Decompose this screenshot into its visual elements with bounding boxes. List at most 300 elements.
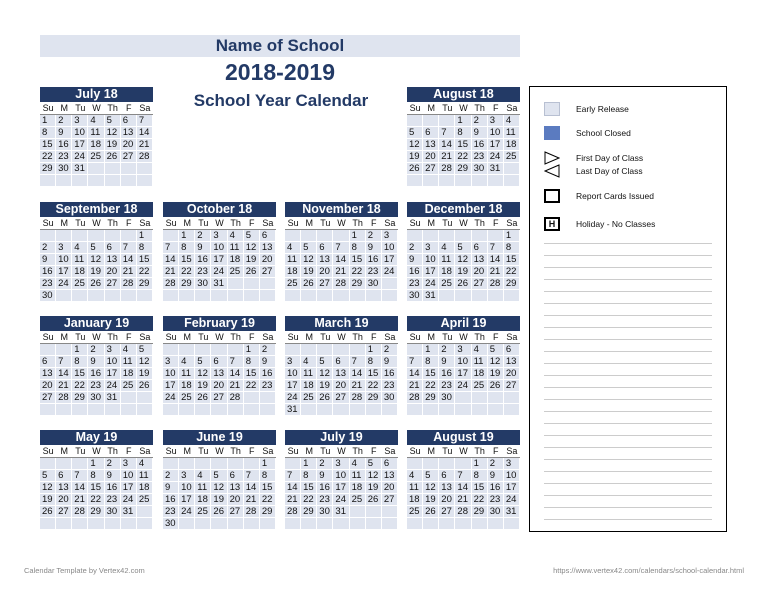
- day-cell: [423, 518, 439, 530]
- month-title: February 19: [163, 316, 276, 331]
- day-of-week-label: W: [333, 331, 349, 344]
- day-cell: 18: [88, 139, 104, 151]
- day-cell: 18: [472, 368, 488, 380]
- day-cell: 6: [105, 242, 121, 254]
- day-cell: [88, 163, 104, 175]
- day-cell: 29: [504, 278, 520, 290]
- day-cell: 22: [301, 494, 317, 506]
- day-of-week-label: F: [121, 445, 137, 458]
- day-of-week-label: F: [366, 445, 382, 458]
- day-cell: 20: [439, 494, 455, 506]
- day-cell: 17: [56, 266, 72, 278]
- day-cell: 27: [333, 392, 349, 404]
- day-cell: 18: [195, 494, 211, 506]
- day-cell: 4: [88, 115, 104, 127]
- day-cell: 5: [301, 242, 317, 254]
- day-cell: 27: [56, 506, 72, 518]
- day-cell: 26: [366, 494, 382, 506]
- month-title: July 18: [40, 87, 153, 102]
- day-of-week-label: F: [244, 331, 260, 344]
- day-of-week-label: Tu: [72, 331, 88, 344]
- note-line: [544, 459, 712, 460]
- day-cell: 17: [163, 380, 179, 392]
- day-cell: [455, 458, 471, 470]
- day-cell: 16: [439, 368, 455, 380]
- day-of-week-label: Tu: [439, 217, 455, 230]
- day-cell: 23: [439, 380, 455, 392]
- day-cell: 10: [56, 254, 72, 266]
- day-cell: [350, 506, 366, 518]
- day-of-week-label: Sa: [137, 217, 153, 230]
- day-cell: 4: [301, 356, 317, 368]
- month-calendar: [163, 430, 276, 530]
- day-of-week-label: Tu: [317, 331, 333, 344]
- day-cell: 13: [40, 368, 56, 380]
- day-cell: 25: [350, 494, 366, 506]
- day-of-week-label: Th: [105, 331, 121, 344]
- note-line: [544, 351, 712, 352]
- day-cell: 17: [423, 266, 439, 278]
- day-cell: 20: [333, 380, 349, 392]
- legend-report-cards: [544, 189, 654, 203]
- day-of-week-label: M: [56, 331, 72, 344]
- day-cell: 15: [504, 254, 520, 266]
- day-cell: 12: [407, 139, 423, 151]
- day-cell: 30: [88, 392, 104, 404]
- day-cell: 6: [211, 356, 227, 368]
- note-line: [544, 411, 712, 412]
- day-of-week-label: Su: [40, 217, 56, 230]
- day-cell: 12: [105, 127, 121, 139]
- note-line: [544, 327, 712, 328]
- day-of-week-label: Th: [350, 331, 366, 344]
- day-cell: 17: [211, 254, 227, 266]
- day-cell: 11: [88, 127, 104, 139]
- day-cell: 17: [121, 482, 137, 494]
- day-cell: 22: [423, 380, 439, 392]
- day-cell: 23: [317, 494, 333, 506]
- day-cell: 2: [105, 458, 121, 470]
- day-of-week-label: Sa: [137, 102, 153, 115]
- day-cell: 18: [439, 266, 455, 278]
- legend-label: Last Day of Class: [576, 166, 643, 176]
- day-cell: 20: [228, 494, 244, 506]
- day-cell: 7: [56, 356, 72, 368]
- day-cell: [407, 230, 423, 242]
- day-cell: 17: [382, 254, 398, 266]
- day-cell: 1: [72, 344, 88, 356]
- day-cell: 22: [72, 380, 88, 392]
- day-cell: 21: [488, 266, 504, 278]
- day-cell: [137, 506, 153, 518]
- day-cell: 14: [228, 368, 244, 380]
- day-cell: 8: [244, 356, 260, 368]
- day-cell: 4: [121, 344, 137, 356]
- day-cell: [228, 290, 244, 302]
- day-cell: 22: [472, 494, 488, 506]
- day-cell: 9: [366, 242, 382, 254]
- day-cell: [105, 518, 121, 530]
- day-cell: [121, 230, 137, 242]
- day-cell: 19: [40, 494, 56, 506]
- day-cell: 27: [121, 151, 137, 163]
- month-grid: [285, 217, 398, 302]
- day-cell: 21: [439, 151, 455, 163]
- day-cell: 4: [72, 242, 88, 254]
- month-title: April 19: [407, 316, 520, 331]
- day-cell: 4: [228, 230, 244, 242]
- day-cell: 22: [350, 266, 366, 278]
- day-of-week-label: Sa: [260, 445, 276, 458]
- month-title: May 19: [40, 430, 153, 445]
- month-title: July 19: [285, 430, 398, 445]
- day-cell: 14: [333, 254, 349, 266]
- day-cell: [260, 404, 276, 416]
- legend-school-closed: [544, 126, 631, 140]
- day-of-week-label: W: [88, 217, 104, 230]
- day-cell: [488, 175, 504, 187]
- day-cell: [472, 175, 488, 187]
- day-cell: 16: [163, 494, 179, 506]
- day-of-week-label: Sa: [382, 217, 398, 230]
- day-of-week-label: W: [455, 217, 471, 230]
- day-of-week-label: M: [56, 445, 72, 458]
- day-cell: 11: [439, 254, 455, 266]
- day-cell: 13: [472, 254, 488, 266]
- day-cell: 12: [211, 482, 227, 494]
- day-of-week-label: Su: [163, 217, 179, 230]
- day-of-week-label: F: [366, 331, 382, 344]
- day-cell: [382, 404, 398, 416]
- day-cell: 28: [455, 506, 471, 518]
- day-cell: 8: [137, 242, 153, 254]
- day-cell: 2: [407, 242, 423, 254]
- day-cell: 5: [137, 344, 153, 356]
- day-cell: 3: [163, 356, 179, 368]
- day-cell: 2: [439, 344, 455, 356]
- day-of-week-label: Su: [407, 331, 423, 344]
- day-cell: 10: [105, 356, 121, 368]
- day-cell: [382, 518, 398, 530]
- day-cell: 25: [285, 278, 301, 290]
- month-title: December 18: [407, 202, 520, 217]
- day-cell: 10: [179, 482, 195, 494]
- day-cell: [211, 404, 227, 416]
- legend-panel: [529, 86, 727, 532]
- day-cell: [163, 230, 179, 242]
- first-day-triangle-icon: [544, 151, 560, 165]
- day-cell: 8: [301, 470, 317, 482]
- note-line: [544, 519, 712, 520]
- day-cell: 24: [382, 266, 398, 278]
- day-cell: [88, 230, 104, 242]
- day-cell: [350, 518, 366, 530]
- day-cell: [244, 404, 260, 416]
- day-of-week-label: Sa: [260, 331, 276, 344]
- day-of-week-label: F: [366, 217, 382, 230]
- day-cell: 26: [40, 506, 56, 518]
- day-cell: [121, 175, 137, 187]
- day-cell: [333, 518, 349, 530]
- day-cell: 17: [504, 482, 520, 494]
- day-cell: 28: [137, 151, 153, 163]
- month-calendar: [40, 202, 153, 302]
- day-of-week-label: W: [333, 445, 349, 458]
- day-cell: 15: [40, 139, 56, 151]
- day-cell: [88, 175, 104, 187]
- day-cell: [382, 506, 398, 518]
- day-cell: 9: [260, 356, 276, 368]
- day-of-week-label: Sa: [504, 331, 520, 344]
- day-cell: 25: [228, 266, 244, 278]
- day-cell: 18: [350, 482, 366, 494]
- day-cell: [455, 404, 471, 416]
- day-cell: 4: [439, 242, 455, 254]
- day-cell: [317, 404, 333, 416]
- day-cell: [56, 290, 72, 302]
- day-cell: 24: [179, 506, 195, 518]
- day-cell: [301, 344, 317, 356]
- day-cell: 12: [244, 242, 260, 254]
- day-cell: [244, 290, 260, 302]
- legend-first-day: [544, 151, 643, 165]
- day-cell: [228, 458, 244, 470]
- day-cell: 10: [333, 470, 349, 482]
- day-cell: [121, 392, 137, 404]
- day-cell: 4: [350, 458, 366, 470]
- month-title: January 19: [40, 316, 153, 331]
- day-cell: 31: [333, 506, 349, 518]
- day-cell: [333, 344, 349, 356]
- day-of-week-label: Sa: [260, 217, 276, 230]
- day-cell: 27: [211, 392, 227, 404]
- day-cell: 6: [40, 356, 56, 368]
- note-line: [544, 363, 712, 364]
- day-cell: [179, 518, 195, 530]
- day-cell: 29: [472, 506, 488, 518]
- day-cell: 11: [195, 482, 211, 494]
- day-cell: 21: [56, 380, 72, 392]
- day-cell: [407, 115, 423, 127]
- month-grid: [40, 217, 153, 302]
- day-cell: [472, 518, 488, 530]
- day-cell: [407, 344, 423, 356]
- day-of-week-label: M: [56, 217, 72, 230]
- day-of-week-label: Tu: [317, 445, 333, 458]
- day-cell: 20: [472, 266, 488, 278]
- day-cell: 23: [40, 278, 56, 290]
- day-cell: 14: [350, 368, 366, 380]
- day-cell: 27: [260, 266, 276, 278]
- day-cell: [350, 404, 366, 416]
- day-cell: 26: [137, 380, 153, 392]
- day-cell: [439, 458, 455, 470]
- day-cell: [285, 290, 301, 302]
- day-cell: [195, 404, 211, 416]
- day-cell: 6: [504, 344, 520, 356]
- day-cell: 15: [88, 482, 104, 494]
- day-cell: 20: [211, 380, 227, 392]
- day-cell: [260, 278, 276, 290]
- day-cell: 5: [244, 230, 260, 242]
- day-cell: 29: [260, 506, 276, 518]
- day-cell: 7: [455, 470, 471, 482]
- day-cell: 11: [137, 470, 153, 482]
- day-cell: 25: [472, 380, 488, 392]
- day-of-week-label: Tu: [439, 102, 455, 115]
- day-cell: 12: [88, 254, 104, 266]
- day-cell: 5: [195, 356, 211, 368]
- day-cell: 28: [350, 392, 366, 404]
- day-cell: 18: [228, 254, 244, 266]
- day-cell: 1: [179, 230, 195, 242]
- day-cell: 20: [382, 482, 398, 494]
- day-cell: [179, 458, 195, 470]
- day-of-week-label: Th: [350, 217, 366, 230]
- early-release-swatch-icon: [544, 102, 560, 116]
- day-cell: 22: [260, 494, 276, 506]
- day-of-week-label: Su: [285, 217, 301, 230]
- footer-credit: Calendar Template by Vertex42.com: [24, 566, 145, 575]
- day-cell: 26: [211, 506, 227, 518]
- day-cell: [488, 230, 504, 242]
- day-cell: 15: [179, 254, 195, 266]
- day-cell: [195, 458, 211, 470]
- day-cell: 12: [301, 254, 317, 266]
- day-of-week-label: F: [121, 331, 137, 344]
- day-cell: [439, 404, 455, 416]
- day-cell: [439, 518, 455, 530]
- day-of-week-label: F: [488, 445, 504, 458]
- day-cell: 4: [285, 242, 301, 254]
- day-cell: 14: [285, 482, 301, 494]
- day-cell: [211, 344, 227, 356]
- day-cell: 14: [244, 482, 260, 494]
- day-cell: [244, 518, 260, 530]
- day-cell: 1: [40, 115, 56, 127]
- day-cell: [105, 163, 121, 175]
- day-cell: 22: [40, 151, 56, 163]
- day-cell: [56, 404, 72, 416]
- day-cell: 27: [40, 392, 56, 404]
- day-cell: 31: [72, 163, 88, 175]
- day-cell: 29: [455, 163, 471, 175]
- day-cell: [285, 458, 301, 470]
- day-cell: 11: [228, 242, 244, 254]
- day-cell: 19: [317, 380, 333, 392]
- day-cell: 4: [137, 458, 153, 470]
- day-cell: 5: [407, 127, 423, 139]
- day-cell: 9: [317, 470, 333, 482]
- day-cell: [72, 290, 88, 302]
- day-cell: [137, 163, 153, 175]
- day-cell: [228, 278, 244, 290]
- day-cell: [121, 404, 137, 416]
- day-cell: 25: [88, 151, 104, 163]
- day-cell: 8: [88, 470, 104, 482]
- day-cell: 3: [423, 242, 439, 254]
- day-cell: [504, 518, 520, 530]
- day-of-week-label: Su: [163, 331, 179, 344]
- day-cell: 13: [56, 482, 72, 494]
- day-cell: 13: [228, 482, 244, 494]
- day-cell: 13: [317, 254, 333, 266]
- day-cell: 18: [179, 380, 195, 392]
- day-cell: 7: [72, 470, 88, 482]
- day-cell: 19: [88, 266, 104, 278]
- day-of-week-label: W: [455, 102, 471, 115]
- day-cell: 15: [472, 482, 488, 494]
- day-of-week-label: Su: [40, 445, 56, 458]
- day-cell: 18: [285, 266, 301, 278]
- day-cell: 2: [488, 458, 504, 470]
- legend-holiday: [544, 217, 655, 231]
- month-grid: [40, 331, 153, 416]
- footer-url: https://www.vertex42.com/calendars/school-calendar.html: [553, 566, 744, 575]
- month-grid: [407, 331, 520, 416]
- day-cell: 21: [228, 380, 244, 392]
- day-cell: [472, 404, 488, 416]
- day-of-week-label: M: [179, 445, 195, 458]
- day-of-week-label: Th: [472, 102, 488, 115]
- report-cards-box-icon: [544, 189, 560, 203]
- day-cell: 22: [137, 266, 153, 278]
- day-cell: 21: [72, 494, 88, 506]
- day-cell: 25: [301, 392, 317, 404]
- day-cell: 2: [40, 242, 56, 254]
- day-cell: 2: [260, 344, 276, 356]
- day-cell: 31: [211, 278, 227, 290]
- day-cell: 15: [301, 482, 317, 494]
- day-cell: 24: [504, 494, 520, 506]
- month-calendar: [163, 202, 276, 302]
- day-cell: 25: [407, 506, 423, 518]
- day-cell: 16: [105, 482, 121, 494]
- day-cell: 23: [163, 506, 179, 518]
- day-cell: 20: [40, 380, 56, 392]
- day-cell: 6: [333, 356, 349, 368]
- day-cell: [40, 230, 56, 242]
- day-cell: 12: [317, 368, 333, 380]
- day-cell: 27: [105, 278, 121, 290]
- day-cell: 10: [488, 127, 504, 139]
- day-cell: [504, 290, 520, 302]
- day-cell: 11: [72, 254, 88, 266]
- note-line: [544, 435, 712, 436]
- legend-label: Early Release: [576, 104, 629, 114]
- day-cell: 24: [423, 278, 439, 290]
- day-of-week-label: F: [488, 331, 504, 344]
- day-cell: 23: [56, 151, 72, 163]
- day-cell: 26: [317, 392, 333, 404]
- day-cell: 1: [423, 344, 439, 356]
- month-grid: [163, 331, 276, 416]
- day-cell: 18: [504, 139, 520, 151]
- day-cell: 17: [455, 368, 471, 380]
- day-cell: 28: [72, 506, 88, 518]
- day-cell: [260, 518, 276, 530]
- day-of-week-label: Tu: [439, 331, 455, 344]
- day-cell: [504, 404, 520, 416]
- day-cell: 27: [504, 380, 520, 392]
- month-calendar: [285, 430, 398, 530]
- day-cell: 17: [72, 139, 88, 151]
- day-cell: 30: [472, 163, 488, 175]
- day-cell: 11: [285, 254, 301, 266]
- day-cell: 21: [285, 494, 301, 506]
- day-cell: 15: [423, 368, 439, 380]
- day-cell: 1: [137, 230, 153, 242]
